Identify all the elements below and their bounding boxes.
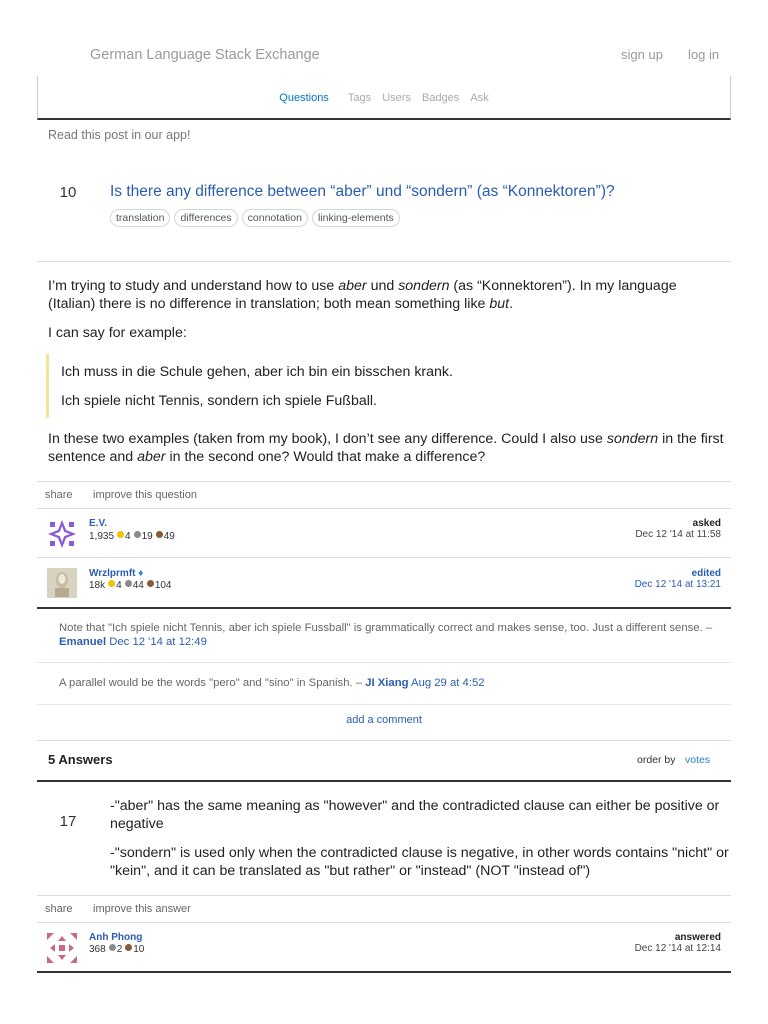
app-notice[interactable]: Read this post in our app! (48, 128, 191, 142)
silver-badge-icon (109, 944, 116, 951)
term-but: but (489, 296, 510, 312)
comment-user[interactable]: JI Xiang (365, 677, 409, 689)
comment-date[interactable]: Dec 12 '14 at 12:49 (109, 636, 207, 648)
tag-linking-elements[interactable]: linking-elements (312, 209, 400, 227)
term-sondern: sondern (606, 431, 659, 447)
quote-line-2: Ich spiele nicht Tennis, sondern ich spiele Fußball. (61, 393, 377, 409)
site-title[interactable]: German Language Stack Exchange (90, 47, 320, 63)
sign-up-link[interactable]: sign up (621, 47, 663, 62)
comment: A parallel would be the words "pero" and "sino" in Spanish. – JI Xiang Aug 29 at 4:52 (59, 677, 485, 689)
tab-questions[interactable]: Questions (279, 92, 329, 104)
answer-vote-count: 17 (59, 813, 77, 830)
answered-label: answered (674, 932, 721, 943)
editor-reputation: 18k 4 44 104 (89, 580, 172, 591)
asked-label: asked (692, 518, 721, 529)
divider (37, 704, 731, 705)
divider (37, 971, 731, 973)
order-by-votes[interactable]: votes (685, 754, 711, 766)
tag-differences[interactable]: differences (174, 209, 237, 227)
divider (37, 557, 731, 558)
edited-date[interactable]: Dec 12 '14 at 13:21 (634, 579, 721, 590)
improve-answer-link[interactable]: improve this answer (93, 903, 191, 915)
answer-paragraph-1: -"aber" has the same meaning as "however" and the contradicted clause can either be positive or negative (110, 798, 720, 832)
tab-users[interactable]: Users (382, 92, 411, 104)
asker-name[interactable]: E.V. (89, 518, 107, 529)
question-paragraph-3: In these two examples (taken from my book), I don’t see any difference. Could I also use sondern in the first sentence and aber in the second one? Would that make a difference? (48, 431, 724, 465)
asked-date: Dec 12 '14 at 11:58 (635, 529, 721, 540)
question-tags (110, 208, 404, 227)
gold-badge-icon (108, 580, 115, 587)
gold-badge-icon (117, 531, 124, 538)
question-paragraph-1: I’m trying to study and understand how to use aber und sondern (as “Konnektoren”). In my language (Italian) there is no difference in translation; both mean something like but. (48, 278, 677, 312)
share-question-link[interactable]: share (45, 489, 73, 501)
answer-paragraph-2: -"sondern" is used only when the contradicted clause is negative, in other words contains "nicht" or "kein", and it can be translated as "but rather" or "instead" (NOT "instead of") (110, 845, 729, 879)
term-aber: aber (137, 449, 166, 465)
divider (37, 481, 731, 482)
tag-translation[interactable]: translation (110, 209, 170, 227)
comment-date[interactable]: Aug 29 at 4:52 (411, 677, 485, 689)
blockquote-bar (46, 354, 49, 418)
edited-label[interactable]: edited (691, 568, 721, 579)
silver-badge-icon (134, 531, 141, 538)
bronze-badge-icon (147, 580, 154, 587)
share-answer-link[interactable]: share (45, 903, 73, 915)
bronze-badge-icon (125, 944, 132, 951)
term-aber: aber (338, 278, 367, 294)
term-sondern: sondern (398, 278, 450, 294)
answers-count: 5 Answers (48, 752, 113, 767)
answerer-reputation: 368 2 10 (89, 944, 145, 955)
silver-badge-icon (125, 580, 132, 587)
moderator-diamond-icon: ♦ (138, 568, 144, 579)
divider (37, 261, 731, 262)
answerer-avatar[interactable] (47, 933, 77, 963)
comment: Note that "Ich spiele nicht Tennis, aber ich spiele Fussball" is grammatically correct and makes sense, too. Just a different sense. – Emanuel Dec 12 '14 at 12:49 (59, 622, 713, 648)
divider (37, 780, 731, 782)
editor-name[interactable]: Wrzlprmft ♦ (89, 568, 144, 579)
question-title[interactable]: Is there any difference between “aber” und “sondern” (as “Konnektoren”)? (110, 183, 615, 200)
divider (37, 740, 731, 741)
tab-badges[interactable]: Badges (421, 92, 460, 104)
improve-question-link[interactable]: improve this question (93, 489, 197, 501)
asker-avatar[interactable] (47, 519, 77, 549)
answerer-name[interactable]: Anh Phong (89, 932, 143, 943)
tab-ask[interactable]: Ask (470, 92, 489, 104)
bronze-badge-icon (156, 531, 163, 538)
divider (37, 895, 731, 896)
divider (37, 508, 731, 509)
divider (37, 662, 731, 663)
comment-user[interactable]: Emanuel (59, 636, 107, 648)
tab-tags[interactable]: Tags (347, 92, 372, 104)
question-vote-count: 10 (59, 184, 77, 201)
add-comment-link[interactable]: add a comment (346, 714, 422, 726)
answered-date: Dec 12 '14 at 12:14 (634, 943, 721, 954)
tag-connotation[interactable]: connotation (242, 209, 308, 227)
log-in-link[interactable]: log in (688, 47, 720, 62)
divider (37, 607, 731, 609)
main-tabs (0, 92, 768, 104)
divider (37, 922, 731, 923)
asker-reputation: 1,935 4 19 49 (89, 531, 175, 542)
question-paragraph-2: I can say for example: (48, 325, 187, 341)
editor-avatar[interactable] (47, 568, 77, 598)
quote-line-1: Ich muss in die Schule gehen, aber ich bin ein bisschen krank. (61, 364, 453, 380)
order-by-label: order by (637, 754, 676, 766)
